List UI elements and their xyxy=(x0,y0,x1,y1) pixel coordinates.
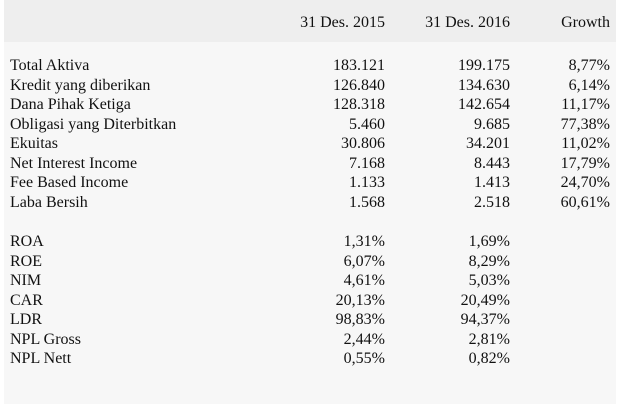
ratio-row xyxy=(10,349,610,369)
ratio-2015: 98,83% xyxy=(335,311,385,328)
ratio-2016: 94,37% xyxy=(460,311,510,328)
ratio-2015: 4,61% xyxy=(343,272,385,289)
financial-summary-table xyxy=(10,12,610,369)
value-growth: 8,77% xyxy=(568,57,610,74)
value-2015: 1.568 xyxy=(349,193,385,211)
value-2015: 126.840 xyxy=(333,76,385,94)
value-2015: 5.460 xyxy=(349,115,385,133)
ratio-growth-empty xyxy=(510,330,610,350)
value-2016: 2.518 xyxy=(474,193,510,211)
ratio-growth-empty xyxy=(510,310,610,330)
section-gap-row xyxy=(10,212,610,232)
ratio-growth-empty xyxy=(510,349,610,369)
row-label: Kredit yang diberikan xyxy=(10,76,151,94)
value-growth: 11,17% xyxy=(561,96,610,113)
value-growth: 77,38% xyxy=(560,115,610,133)
ratio-label: ROA xyxy=(10,233,44,250)
ratio-2016: 0,82% xyxy=(468,350,510,367)
ratio-label: NPL Gross xyxy=(10,330,81,348)
ratio-row xyxy=(10,271,610,291)
value-2016: 199.175 xyxy=(458,57,510,74)
row-label: Net Interest Income xyxy=(10,154,138,172)
table-row xyxy=(10,154,610,174)
header-2016: 31 Des. 2016 xyxy=(425,14,510,31)
value-2016: 134.630 xyxy=(458,76,510,94)
ratio-growth-empty xyxy=(510,232,610,252)
value-2015: 183.121 xyxy=(333,57,385,74)
row-label: Laba Bersih xyxy=(10,193,88,211)
ratio-2016: 2,81% xyxy=(468,330,510,348)
value-growth: 11,02% xyxy=(561,135,610,152)
table-row xyxy=(10,193,610,213)
value-growth: 17,79% xyxy=(560,154,610,172)
ratio-2015: 2,44% xyxy=(343,330,385,348)
ratio-2016: 5,03% xyxy=(468,272,510,289)
table-body xyxy=(10,34,610,369)
value-2015: 7.168 xyxy=(349,154,385,172)
header-empty-cell xyxy=(10,12,290,34)
ratio-growth-empty xyxy=(510,291,610,311)
ratio-row xyxy=(10,232,610,252)
header-growth: Growth xyxy=(561,14,610,31)
value-2016: 8.443 xyxy=(474,154,510,172)
value-2016: 142.654 xyxy=(458,96,510,113)
row-label: Ekuitas xyxy=(10,135,58,152)
ratio-row xyxy=(10,291,610,311)
value-2016: 34.201 xyxy=(466,135,510,152)
table-row xyxy=(10,173,610,193)
row-label: Total Aktiva xyxy=(10,57,90,74)
ratio-label: ROE xyxy=(10,252,42,270)
row-label: Fee Based Income xyxy=(10,174,129,191)
table-row xyxy=(10,134,610,154)
ratio-label: CAR xyxy=(10,291,43,309)
ratio-2016: 20,49% xyxy=(460,291,510,309)
ratio-label: NPL Nett xyxy=(10,350,72,367)
row-label: Dana Pihak Ketiga xyxy=(10,96,131,113)
ratio-2015: 1,31% xyxy=(343,233,385,250)
value-growth: 24,70% xyxy=(560,174,610,191)
spacer-row xyxy=(10,34,610,56)
table-row xyxy=(10,95,610,115)
value-2016: 9.685 xyxy=(474,115,510,133)
table-row xyxy=(10,115,610,135)
table-row xyxy=(10,56,610,76)
value-2015: 128.318 xyxy=(333,96,385,113)
ratio-2016: 8,29% xyxy=(468,252,510,270)
value-growth: 60,61% xyxy=(560,193,610,211)
ratio-row xyxy=(10,252,610,272)
ratio-growth-empty xyxy=(510,252,610,272)
row-label: Obligasi yang Diterbitkan xyxy=(10,115,177,133)
value-2015: 1.133 xyxy=(349,174,385,191)
ratio-row xyxy=(10,310,610,330)
value-growth: 6,14% xyxy=(568,76,610,94)
ratio-2015: 0,55% xyxy=(343,350,385,367)
value-2015: 30.806 xyxy=(341,135,385,152)
ratio-row xyxy=(10,330,610,350)
ratio-2015: 6,07% xyxy=(343,252,385,270)
table-row xyxy=(10,76,610,96)
ratio-growth-empty xyxy=(510,271,610,291)
value-2016: 1.413 xyxy=(474,174,510,191)
ratio-label: NIM xyxy=(10,272,42,289)
header-2015: 31 Des. 2015 xyxy=(300,14,385,31)
ratio-2015: 20,13% xyxy=(335,291,385,309)
header-row xyxy=(10,12,610,34)
ratio-2016: 1,69% xyxy=(468,233,510,250)
ratio-label: LDR xyxy=(10,311,42,328)
